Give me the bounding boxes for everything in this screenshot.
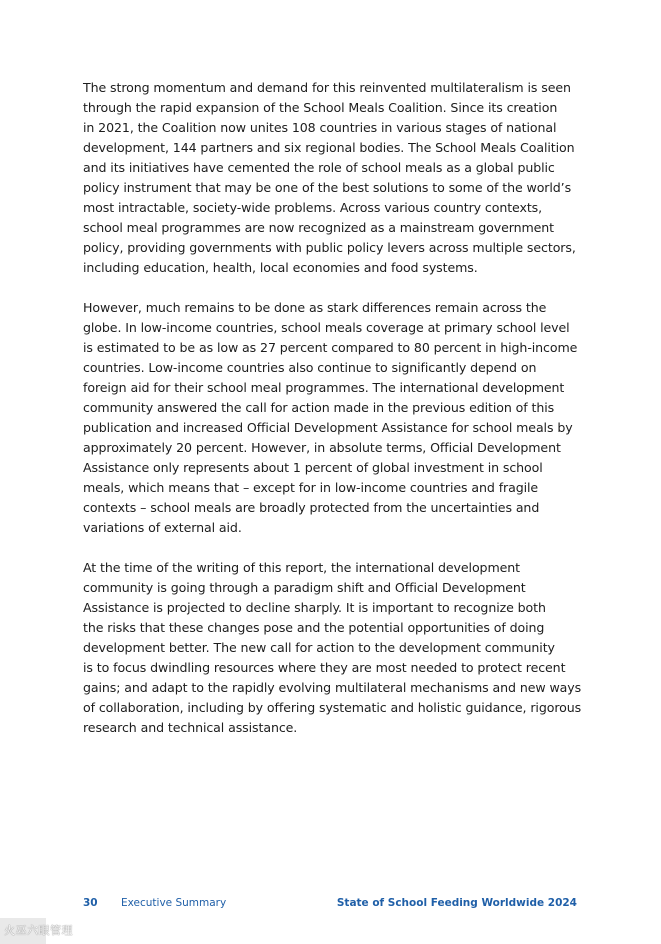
text-line: policy instrument that may be one of the best solutions to some of the world’s (83, 180, 572, 195)
text-line: meals, which means that – except for in low-income countries and fragile (83, 480, 539, 495)
publication-title: State of School Feeding Worldwide 2024 (336, 897, 577, 909)
watermark-text: 火巫六眼管理 (4, 924, 73, 937)
text-line: community answered the call for action made in the previous edition of this (83, 400, 555, 415)
text-line: in 2021, the Coalition now unites 108 countries in various stages of national (83, 120, 557, 135)
body-text (83, 78, 581, 758)
text-line: approximately 20 percent. However, in absolute terms, Official Development (83, 440, 561, 455)
text-line: publication and increased Official Development Assistance for school meals by (83, 420, 573, 435)
text-line: However, much remains to be done as stark differences remain across the (83, 300, 547, 315)
text-line: policy, providing governments with public policy levers across multiple sectors, (83, 240, 576, 255)
paragraph-differences (83, 298, 581, 538)
text-line: is to focus dwindling resources where they are most needed to protect recent (83, 660, 566, 675)
text-line: school meal programmes are now recognized as a mainstream government (83, 220, 554, 235)
text-line: most intractable, society-wide problems. Across various country contexts, (83, 200, 543, 215)
text-line: through the rapid expansion of the School Meals Coalition. Since its creation (83, 100, 558, 115)
text-line: countries. Low-income countries also continue to significantly depend on (83, 360, 537, 375)
section-title: Executive Summary (121, 897, 227, 909)
text-line: development, 144 partners and six regional bodies. The School Meals Coalition (83, 140, 575, 155)
page-number: 30 (83, 897, 98, 909)
text-line: is estimated to be as low as 27 percent compared to 80 percent in high-income (83, 340, 578, 355)
text-line: At the time of the writing of this report, the international development (83, 560, 520, 575)
text-line: community is going through a paradigm shift and Official Development (83, 580, 526, 595)
text-line: Assistance only represents about 1 percent of global investment in school (83, 460, 543, 475)
paragraph-paradigm-shift (83, 558, 581, 738)
paragraph-coalition (83, 78, 581, 278)
text-line: gains; and adapt to the rapidly evolving multilateral mechanisms and new ways (83, 680, 582, 695)
page-footer (0, 893, 661, 913)
text-line: Assistance is projected to decline sharply. It is important to recognize both (83, 600, 546, 615)
text-line: research and technical assistance. (83, 720, 298, 735)
text-line: globe. In low-income countries, school meals coverage at primary school level (83, 320, 570, 335)
text-line: including education, health, local economies and food systems. (83, 260, 478, 275)
text-line: of collaboration, including by offering systematic and holistic guidance, rigorous (83, 700, 582, 715)
text-line: contexts – school meals are broadly protected from the uncertainties and (83, 500, 540, 515)
text-line: development better. The new call for action to the development community (83, 640, 555, 655)
text-line: variations of external aid. (83, 520, 242, 535)
text-line: the risks that these changes pose and the potential opportunities of doing (83, 620, 545, 635)
text-line: and its initiatives have cemented the role of school meals as a global public (83, 160, 555, 175)
text-line: foreign aid for their school meal programmes. The international development (83, 380, 565, 395)
text-line: The strong momentum and demand for this reinvented multilateralism is seen (83, 80, 571, 95)
